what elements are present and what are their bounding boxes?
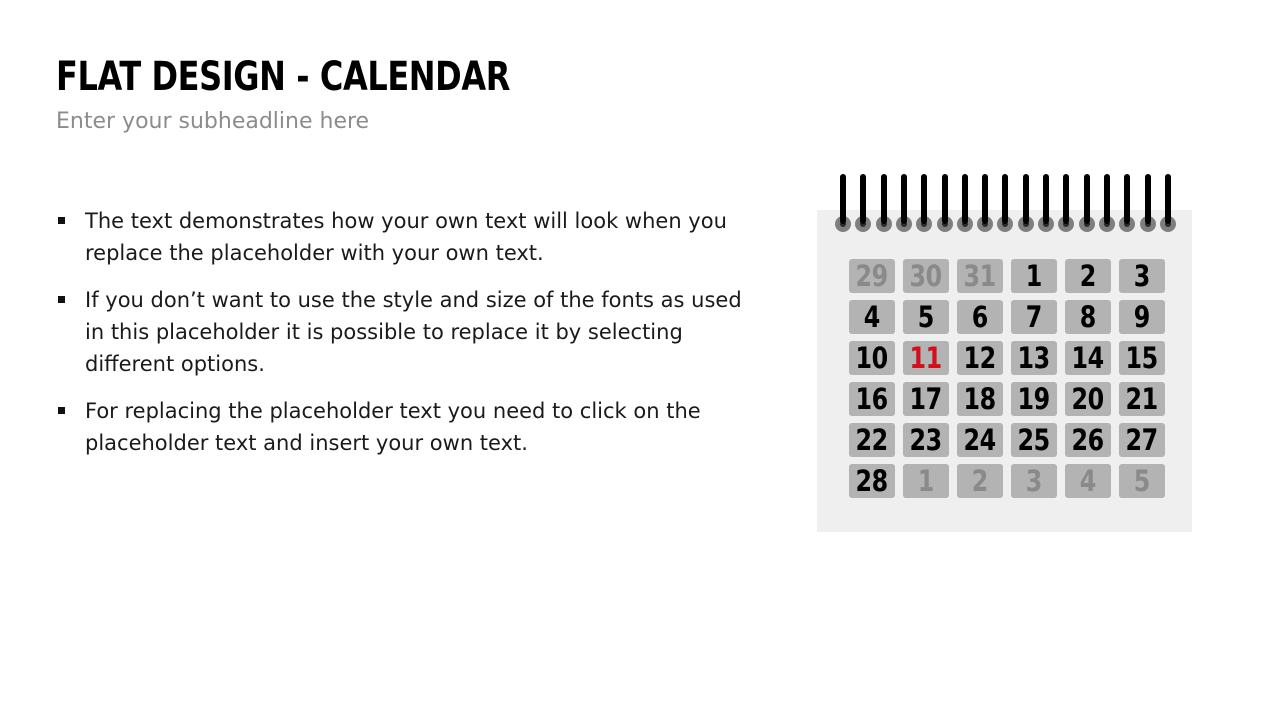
calendar-day-number: 7 bbox=[1025, 300, 1043, 334]
binding-ring-icon bbox=[894, 174, 914, 234]
calendar-day bbox=[957, 341, 1003, 375]
calendar-day bbox=[849, 259, 895, 293]
calendar-day-number: 5 bbox=[1133, 464, 1151, 498]
calendar-day-number: 22 bbox=[855, 423, 889, 457]
binding-ring-icon bbox=[1016, 174, 1036, 234]
binding-ring-icon bbox=[995, 174, 1015, 234]
ring-wire bbox=[1023, 174, 1029, 224]
binding-ring-icon bbox=[914, 174, 934, 234]
calendar-day-number: 1 bbox=[917, 464, 935, 498]
calendar-day-number: 3 bbox=[1133, 259, 1151, 293]
bullet-text: If you don’t want to use the style and size of the fonts as used in this placeholder it is possible to replace it by selecting different options. bbox=[85, 288, 742, 376]
calendar-day-number: 17 bbox=[909, 382, 943, 416]
binding-ring-icon bbox=[874, 174, 894, 234]
bullet-item bbox=[56, 205, 746, 269]
calendar-day bbox=[849, 300, 895, 334]
calendar-day bbox=[1011, 259, 1057, 293]
binding-ring-icon bbox=[853, 174, 873, 234]
binding-ring-icon bbox=[833, 174, 853, 234]
ring-wire bbox=[982, 174, 988, 224]
calendar-day bbox=[1119, 300, 1165, 334]
calendar-day bbox=[1065, 300, 1111, 334]
binding-ring-icon bbox=[1097, 174, 1117, 234]
calendar-day-highlighted bbox=[903, 341, 949, 375]
calendar-day-number: 29 bbox=[855, 259, 889, 293]
calendar-day-number: 4 bbox=[1079, 464, 1097, 498]
binding-ring-icon bbox=[1117, 174, 1137, 234]
ring-wire bbox=[1002, 174, 1008, 224]
bullet-item bbox=[56, 284, 746, 380]
calendar-day bbox=[1011, 341, 1057, 375]
calendar-day-number: 10 bbox=[855, 341, 889, 375]
calendar-day-number: 19 bbox=[1017, 382, 1051, 416]
calendar-day bbox=[1011, 464, 1057, 498]
calendar-day-number: 27 bbox=[1125, 423, 1159, 457]
calendar-day bbox=[1119, 382, 1165, 416]
calendar-day bbox=[1119, 464, 1165, 498]
ring-wire bbox=[942, 174, 948, 224]
binding-ring-icon bbox=[1077, 174, 1097, 234]
calendar-day-number: 26 bbox=[1071, 423, 1105, 457]
bullet-list bbox=[56, 205, 746, 474]
calendar-day-number: 4 bbox=[863, 300, 881, 334]
bullet-square-icon bbox=[58, 296, 65, 303]
bullet-square-icon bbox=[58, 217, 65, 224]
ring-wire bbox=[1084, 174, 1090, 224]
binding-ring-icon bbox=[1056, 174, 1076, 234]
ring-wire bbox=[962, 174, 968, 224]
ring-wire bbox=[1043, 174, 1049, 224]
calendar-day-number: 3 bbox=[1025, 464, 1043, 498]
calendar-day bbox=[1119, 423, 1165, 457]
calendar-day-number: 13 bbox=[1017, 341, 1051, 375]
calendar-day-number: 21 bbox=[1125, 382, 1159, 416]
calendar-day bbox=[903, 382, 949, 416]
calendar-day bbox=[1065, 464, 1111, 498]
calendar-day bbox=[849, 382, 895, 416]
ring-wire bbox=[881, 174, 887, 224]
calendar-day-number: 12 bbox=[963, 341, 997, 375]
bullet-text: For replacing the placeholder text you need to click on the placeholder text and insert your own text. bbox=[85, 399, 701, 455]
ring-wire bbox=[860, 174, 866, 224]
calendar-day bbox=[849, 464, 895, 498]
calendar-day-number: 30 bbox=[909, 259, 943, 293]
ring-wire bbox=[1063, 174, 1069, 224]
calendar-day bbox=[1065, 382, 1111, 416]
calendar-day bbox=[957, 259, 1003, 293]
bullet-square-icon bbox=[58, 407, 65, 414]
calendar-day-number: 25 bbox=[1017, 423, 1051, 457]
calendar-day bbox=[1119, 341, 1165, 375]
ring-wire bbox=[1124, 174, 1130, 224]
binding-ring-icon bbox=[1036, 174, 1056, 234]
calendar-day bbox=[957, 382, 1003, 416]
slide-subtitle: Enter your subheadline here bbox=[56, 109, 370, 134]
binding-ring-icon bbox=[975, 174, 995, 234]
calendar-day-number: 28 bbox=[855, 464, 889, 498]
calendar-day-number: 5 bbox=[917, 300, 935, 334]
calendar-day-number: 18 bbox=[963, 382, 997, 416]
calendar-day-number: 23 bbox=[909, 423, 943, 457]
ring-wire bbox=[1165, 174, 1171, 224]
binding-ring-icon bbox=[935, 174, 955, 234]
slide-title: FLAT DESIGN - CALENDAR bbox=[56, 54, 510, 100]
calendar-day-number: 1 bbox=[1025, 259, 1043, 293]
calendar-day-number: 6 bbox=[971, 300, 989, 334]
calendar-day bbox=[957, 423, 1003, 457]
calendar-day bbox=[903, 300, 949, 334]
ring-wire bbox=[1104, 174, 1110, 224]
calendar-day bbox=[903, 259, 949, 293]
calendar-day-number: 14 bbox=[1071, 341, 1105, 375]
calendar-day bbox=[1011, 382, 1057, 416]
calendar-day bbox=[957, 464, 1003, 498]
calendar-day bbox=[903, 423, 949, 457]
calendar-day bbox=[1119, 259, 1165, 293]
calendar-day bbox=[849, 341, 895, 375]
bullet-text: The text demonstrates how your own text will look when you replace the placeholder with your own text. bbox=[85, 209, 727, 265]
ring-wire bbox=[921, 174, 927, 224]
calendar-day-number: 2 bbox=[971, 464, 989, 498]
binding-ring-icon bbox=[1158, 174, 1178, 234]
ring-wire bbox=[840, 174, 846, 224]
calendar-day-grid bbox=[849, 259, 1165, 498]
ring-wire bbox=[1145, 174, 1151, 224]
calendar-day bbox=[903, 464, 949, 498]
calendar-day-number: 8 bbox=[1079, 300, 1097, 334]
bullet-item bbox=[56, 395, 746, 459]
calendar-day bbox=[1011, 423, 1057, 457]
calendar-day bbox=[1065, 259, 1111, 293]
calendar-day-number: 20 bbox=[1071, 382, 1105, 416]
ring-wire bbox=[901, 174, 907, 224]
calendar-day-number: 24 bbox=[963, 423, 997, 457]
calendar-day bbox=[957, 300, 1003, 334]
binding-ring-icon bbox=[955, 174, 975, 234]
calendar-day-number: 2 bbox=[1079, 259, 1097, 293]
calendar-day bbox=[849, 423, 895, 457]
calendar-day-number: 15 bbox=[1125, 341, 1159, 375]
calendar-day-number: 31 bbox=[963, 259, 997, 293]
calendar-day-number: 9 bbox=[1133, 300, 1151, 334]
calendar-binding-rings bbox=[817, 174, 1192, 234]
calendar-day-number: 16 bbox=[855, 382, 889, 416]
binding-ring-icon bbox=[1138, 174, 1158, 234]
calendar-day bbox=[1065, 341, 1111, 375]
calendar-day-number: 11 bbox=[909, 341, 943, 375]
calendar-day bbox=[1011, 300, 1057, 334]
calendar-day bbox=[1065, 423, 1111, 457]
